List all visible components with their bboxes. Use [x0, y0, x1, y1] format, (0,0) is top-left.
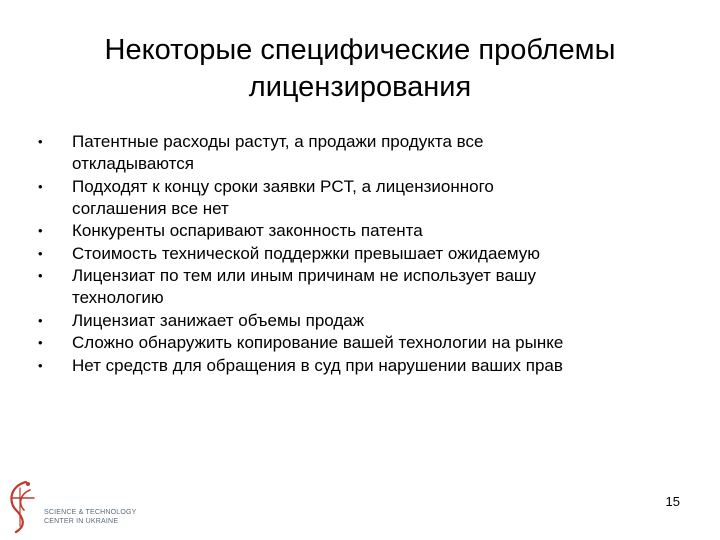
bullet-icon: •	[38, 312, 43, 328]
slide-title	[60, 32, 660, 106]
bullet-icon: •	[38, 245, 43, 261]
stcu-logo-text	[44, 509, 137, 526]
logo-text-line-2: CENTER IN UKRAINE	[44, 517, 119, 525]
bullet-icon: •	[38, 268, 43, 283]
page-number: 15	[665, 494, 680, 509]
bullet-icon: •	[38, 357, 43, 373]
bullet-text-line: Лицензиат по тем или иным причинам не использует вашу	[72, 266, 537, 285]
bullet-icon: •	[38, 134, 43, 149]
bullet-text-line: Сложно обнаружить копирование вашей технологии на рынке	[72, 333, 564, 352]
bullet-icon: •	[38, 335, 43, 350]
bullet-text-line: технологию	[72, 288, 164, 307]
bullet-text-line: Лицензиат занижает объемы продаж	[72, 310, 365, 330]
bullet-text-line: Патентные расходы растут, а продажи продукта все	[72, 132, 484, 151]
list-item	[38, 220, 688, 242]
bullet-text-line: Стоимость технической поддержки превышает ожидаемую	[72, 243, 541, 263]
stcu-logo-mark-icon	[4, 476, 40, 536]
bullet-text-line: откладываются	[72, 154, 194, 173]
slide-title-line-1: Некоторые специфические проблемы	[104, 34, 616, 66]
bullet-text-line: Подходят к концу сроки заявки PCT, а лицензионного	[72, 176, 494, 196]
list-item	[38, 243, 688, 265]
bullet-text-line: Нет средств для обращения в суд при нарушении ваших прав	[72, 355, 563, 375]
bullet-list	[38, 131, 688, 377]
bullet-text-line: соглашения все нет	[72, 198, 229, 218]
list-item	[38, 355, 688, 377]
bullet-text-line: Конкуренты оспаривают законность патента	[72, 221, 423, 240]
list-item	[38, 131, 688, 175]
list-item	[38, 310, 688, 332]
bullet-icon: •	[38, 178, 43, 194]
logo-text-line-1: SCIENCE & TECHNOLOGY	[44, 509, 137, 516]
list-item	[38, 176, 688, 220]
stcu-logo	[4, 476, 164, 536]
bullet-icon: •	[38, 223, 43, 238]
list-item	[38, 265, 688, 309]
list-item	[38, 332, 688, 354]
slide-title-line-2: лицензирования	[248, 71, 472, 103]
